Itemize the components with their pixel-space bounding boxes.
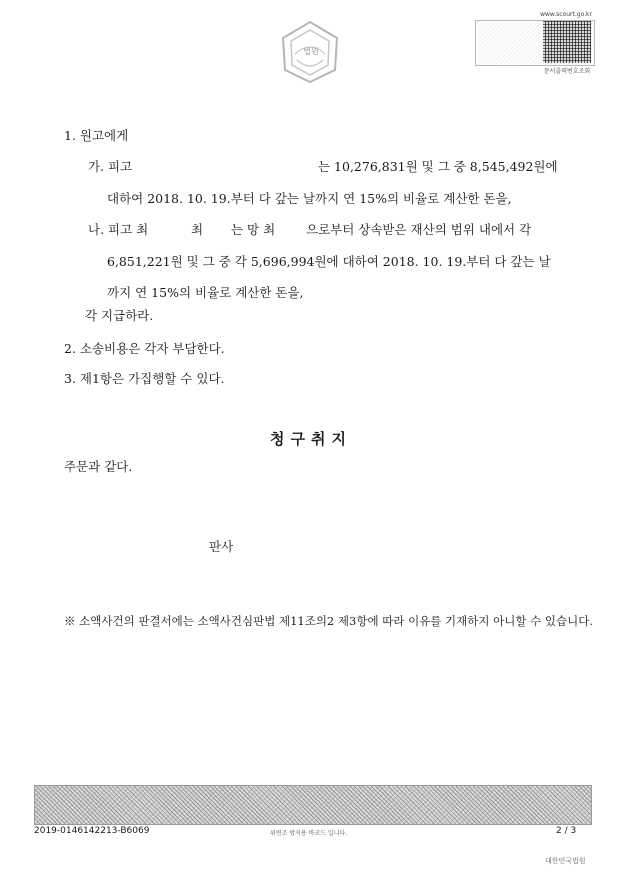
court-url: www.scourt.go.kr <box>540 11 592 18</box>
seal-text: 법원 <box>303 47 319 56</box>
order-close: 각 지급하라. <box>85 308 154 323</box>
barcode-note: 위변조 방지용 바코드 입니다. <box>270 830 348 837</box>
order-item-1-ga: 가. 피고 <box>88 159 133 174</box>
qr-code-icon <box>543 21 591 63</box>
claim-title: 청구취지 <box>270 430 352 448</box>
anti-forgery-barcode <box>34 785 592 825</box>
order-item-1-na-cont2: 까지 연 15%의 비율로 계산한 돈을, <box>107 285 304 300</box>
court-name: 대한민국법원 <box>545 857 586 865</box>
order-item-1-ga-cont: 대하여 2018. 10. 19.부터 다 갚는 날까지 연 15%의 비율로 계산한 돈을, <box>107 191 512 206</box>
order-item-2: 2. 소송비용은 각자 부담한다. <box>64 341 225 356</box>
judge-label: 판사 <box>209 539 234 554</box>
document-number: 2019-0146142213-B6069 <box>34 826 150 836</box>
order-item-1-na-cont1: 6,851,221원 및 그 중 각 5,696,994원에 대하여 2018. 10. 19.부터 다 갚는 날 <box>107 254 551 269</box>
claim-body: 주문과 같다. <box>64 459 133 474</box>
page-number: 2 / 3 <box>556 826 577 836</box>
order-item-1-na-mid1: 최 <box>191 222 204 237</box>
order-item-1: 1. 원고에게 <box>64 128 129 143</box>
order-item-3: 3. 제1항은 가집행할 수 있다. <box>64 371 225 386</box>
qr-caption: 문서출력번호조회 <box>543 68 591 75</box>
order-item-1-na-mid2: 는 망 최 <box>231 222 276 237</box>
order-item-1-ga-amount: 는 10,276,831원 및 그 중 8,545,492원에 <box>318 159 558 174</box>
small-claims-note: ※ 소액사건의 판결서에는 소액사건심판법 제11조의2 제3항에 따라 이유를 기재하지 아니할 수 있습니다. <box>64 614 593 628</box>
order-item-1-na-rest: 으로부터 상속받은 재산의 범위 내에서 각 <box>306 222 532 237</box>
order-item-1-na: 나. 피고 최 <box>88 222 149 237</box>
